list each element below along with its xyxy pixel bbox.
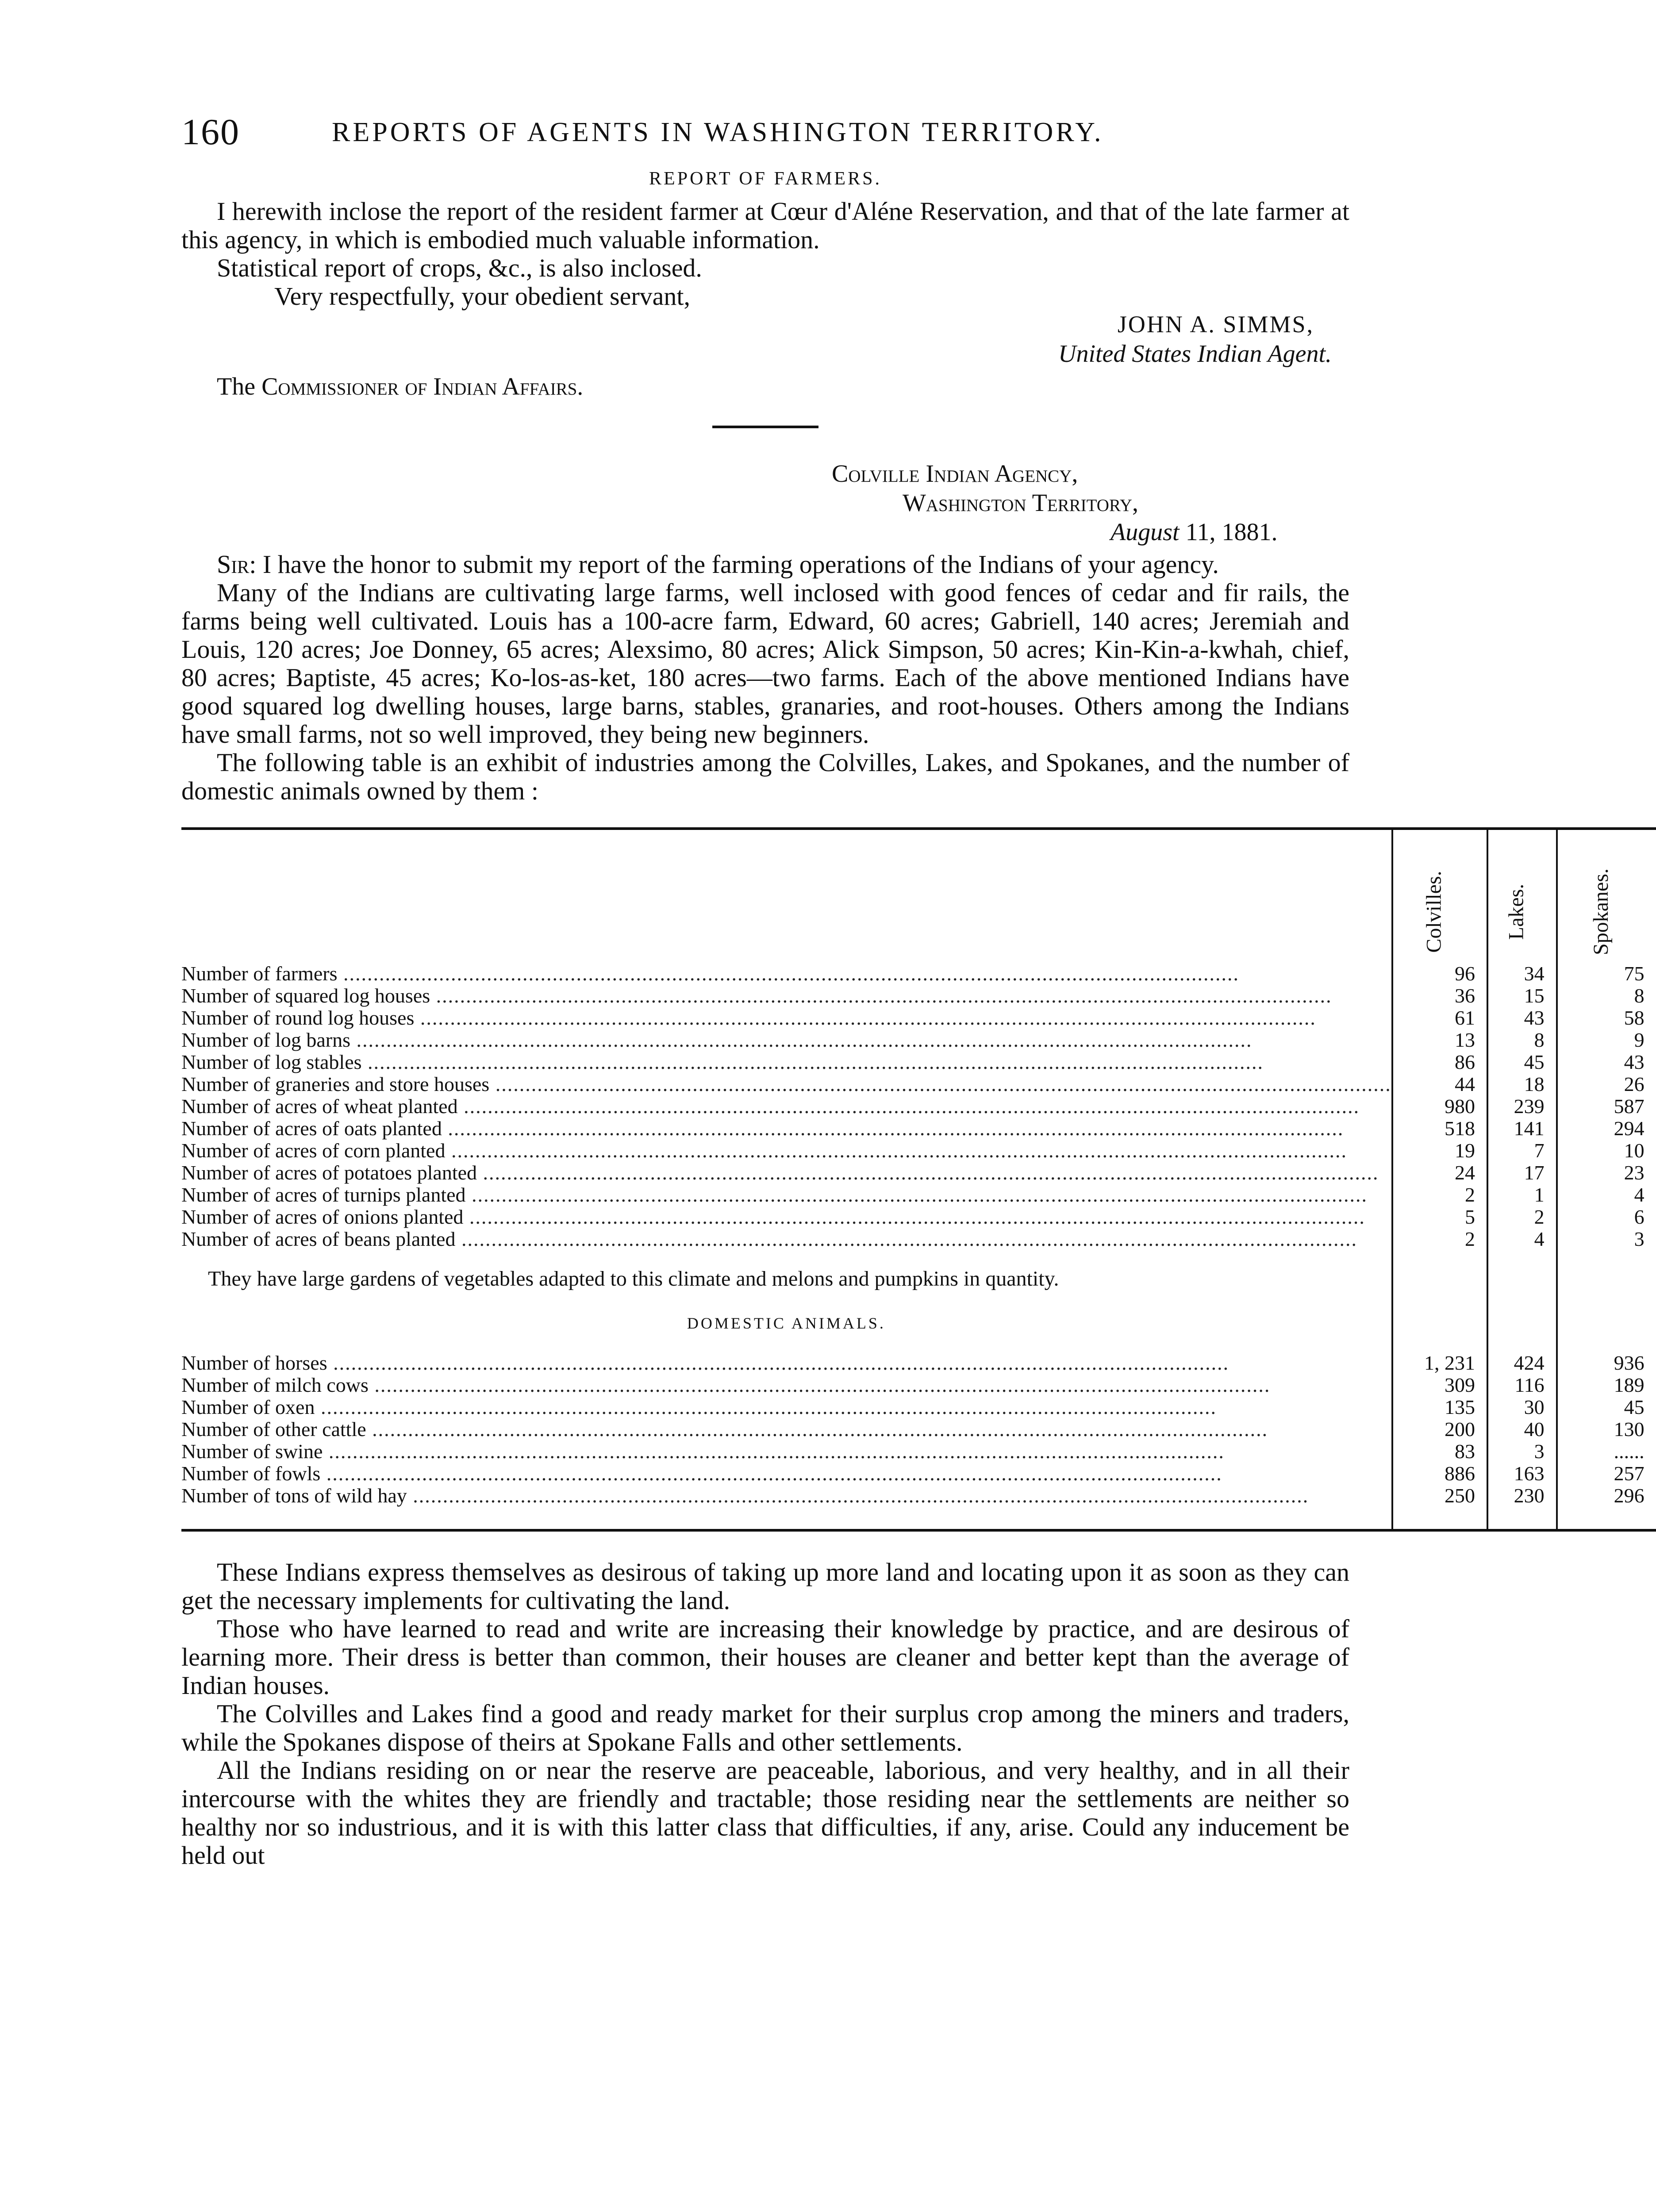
row-value: 200 xyxy=(1392,1418,1487,1440)
table-row: Number of acres of beans planted ...................................................................................................................................................... 2 4 3 xyxy=(181,1228,1656,1250)
row-label: Number of acres of oats planted xyxy=(181,1117,442,1140)
date-rest: 11, 1881. xyxy=(1179,518,1278,546)
page-header xyxy=(181,111,1349,159)
row-value: ...... xyxy=(1557,1440,1656,1463)
table-row: Number of horses ...................................................................................................................................................... 1, 231 424 936 xyxy=(181,1352,1656,1374)
row-label: Number of acres of onions planted xyxy=(181,1206,464,1228)
row-value: 34 xyxy=(1487,963,1557,985)
paragraph: Those who have learned to read and write are increasing their knowledge by practice, and are desirous of learning more. Their dress is better than common, their houses are cleaner and better kept than the average of Indian houses. xyxy=(181,1614,1349,1700)
address-line: Colville Indian Agency, xyxy=(832,460,1078,488)
row-value: 163 xyxy=(1487,1463,1557,1485)
row-value: 40 xyxy=(1487,1418,1557,1440)
row-value: 10 xyxy=(1557,1140,1656,1162)
row-value: 44 xyxy=(1392,1073,1487,1095)
row-value: 3 xyxy=(1487,1440,1557,1463)
table-row: Number of acres of onions planted ...................................................................................................................................................... 5 2 6 xyxy=(181,1206,1656,1228)
paragraph: The Colvilles and Lakes find a good and ready market for their surplus crop among the miners and traders, while the Spokanes dispose of theirs at Spokane Falls and other settlements. xyxy=(181,1699,1349,1756)
paragraph: Many of the Indians are cultivating large farms, well inclosed with good fences of cedar and fir rails, the farms being well cultivated. Louis has a 100-acre farm, Edward, 60 acres; Gabriell, 140 acres; Jeremiah and Louis, 120 acres; Joe Donney, 65 acres; Alexsimo, 80 acres; Alick Simpson, 50 acres; Kin-Kin-a-kwhah, chief, 80 acres; Baptiste, 45 acres; Ko-los-as-ket, 180 acres—two farms. Each of the above mentioned Indians have good squared log dwelling houses, large barns, stables, granaries, and root-houses. Others among the Indians have small farms, not so well improved, they being new beginners. xyxy=(181,578,1349,749)
salutation: Sir xyxy=(217,550,250,579)
addressee-prefix: The xyxy=(217,373,262,400)
row-value: 518 xyxy=(1392,1118,1487,1140)
row-label: Number of milch cows xyxy=(181,1374,369,1396)
row-value: 2 xyxy=(1392,1184,1487,1206)
salutation-text: : I have the honor to submit my report of the farming operations of the Indians of your agency. xyxy=(249,550,1219,579)
row-value: 6 xyxy=(1557,1206,1656,1228)
signature-name: JOHN A. SIMMS, xyxy=(1117,311,1314,338)
row-value: 5 xyxy=(1392,1206,1487,1228)
row-label: Number of farmers xyxy=(181,962,338,985)
row-value: 1, 231 xyxy=(1392,1352,1487,1374)
column-header: Lakes. xyxy=(1487,829,1557,963)
row-label: Number of acres of corn planted xyxy=(181,1139,446,1162)
paragraph: I herewith inclose the report of the resident farmer at Cœur d'Aléne Reservation, and that of the late farmer at this agency, in which is embodied much valuable information. xyxy=(181,197,1349,254)
row-value: 96 xyxy=(1392,963,1487,985)
row-value: 239 xyxy=(1487,1095,1557,1118)
document-page xyxy=(181,111,1644,1870)
row-value: 23 xyxy=(1557,1162,1656,1184)
row-value: 15 xyxy=(1487,985,1557,1007)
row-value: 424 xyxy=(1487,1352,1557,1374)
row-value: 309 xyxy=(1392,1374,1487,1396)
letter-date xyxy=(1110,518,1349,547)
table-note: They have large gardens of vegetables adapted to this climate and melons and pumpkins in quantity. xyxy=(208,1267,1059,1290)
row-value: 24 xyxy=(1392,1162,1487,1184)
address-line: Washington Territory, xyxy=(903,489,1138,517)
table-row: Number of round log houses ...................................................................................................................................................... 61 43 58 xyxy=(181,1007,1656,1029)
running-title: REPORTS OF AGENTS IN WASHINGTON TERRITORY. xyxy=(332,117,1104,147)
row-value: 1 xyxy=(1487,1184,1557,1206)
row-label: Number of oxen xyxy=(181,1396,315,1418)
row-value: 17 xyxy=(1487,1162,1557,1184)
table-note-row xyxy=(181,1250,1656,1299)
row-value: 8 xyxy=(1487,1029,1557,1051)
table-row: Number of log stables ...................................................................................................................................................... 86 45 43 xyxy=(181,1051,1656,1073)
animal-rows xyxy=(181,1352,1656,1507)
row-value: 8 xyxy=(1557,985,1656,1007)
row-label: Number of acres of potatoes planted xyxy=(181,1161,477,1184)
table-row: Number of tons of wild hay ...................................................................................................................................................... 250 230 296 xyxy=(181,1485,1656,1507)
table-row: Number of log barns ...................................................................................................................................................... 13 8 9 xyxy=(181,1029,1656,1051)
column-header: Colvilles. xyxy=(1392,829,1487,963)
table-row: Number of graneries and store houses ...................................................................................................................................................... 44 18 26 xyxy=(181,1073,1656,1095)
row-value: 4 xyxy=(1557,1184,1656,1206)
row-value: 45 xyxy=(1487,1051,1557,1073)
letter-address xyxy=(832,459,1349,547)
row-label: Number of acres of beans planted xyxy=(181,1228,456,1250)
row-value: 936 xyxy=(1557,1352,1656,1374)
row-value: 116 xyxy=(1487,1374,1557,1396)
paragraph: The following table is an exhibit of industries among the Colvilles, Lakes, and Spokanes, and the number of domestic animals owned by them : xyxy=(181,748,1349,805)
row-label: Number of swine xyxy=(181,1440,323,1463)
table-row: Number of acres of oats planted ...................................................................................................................................................... 518 141 294 xyxy=(181,1118,1656,1140)
row-value: 294 xyxy=(1557,1118,1656,1140)
signature-title: United States Indian Agent. xyxy=(1058,340,1332,368)
row-value: 250 xyxy=(1392,1485,1487,1507)
row-value: 230 xyxy=(1487,1485,1557,1507)
row-value: 2 xyxy=(1392,1228,1487,1250)
row-value: 2 xyxy=(1487,1206,1557,1228)
addressee-title: Commissioner of Indian Affairs. xyxy=(261,373,584,400)
row-value: 141 xyxy=(1487,1118,1557,1140)
row-value: 43 xyxy=(1487,1007,1557,1029)
row-value: 296 xyxy=(1557,1485,1656,1507)
table-row: Number of swine ...................................................................................................................................................... 83 3 ...... xyxy=(181,1440,1656,1463)
row-value: 13 xyxy=(1392,1029,1487,1051)
table-row: Number of acres of potatoes planted ...................................................................................................................................................... 24 17 23 xyxy=(181,1162,1656,1184)
row-value: 980 xyxy=(1392,1095,1487,1118)
paragraph: Statistical report of crops, &c., is also inclosed. xyxy=(217,253,702,282)
row-value: 45 xyxy=(1557,1396,1656,1418)
row-label: Number of squared log houses xyxy=(181,984,430,1007)
row-value: 886 xyxy=(1392,1463,1487,1485)
table-end-row xyxy=(181,1507,1656,1530)
row-value: 75 xyxy=(1557,963,1656,985)
paragraph: All the Indians residing on or near the reserve are peaceable, laborious, and very healthy, and in all their intercourse with the whites they are friendly and tractable; those residing near the settlements are neither so healthy nor so industrious, and it is with this latter class that difficulties, if any, arise. Could any inducement be held out xyxy=(181,1756,1349,1870)
table-row: Number of acres of turnips planted ...................................................................................................................................................... 2 1 4 xyxy=(181,1184,1656,1206)
row-value: 9 xyxy=(1557,1029,1656,1051)
row-value: 7 xyxy=(1487,1140,1557,1162)
table-row: Number of other cattle ...................................................................................................................................................... 200 40 130 xyxy=(181,1418,1656,1440)
row-value: 58 xyxy=(1557,1007,1656,1029)
addressee xyxy=(217,373,583,401)
closing-section xyxy=(181,1558,1349,1870)
closing-line: Very respectfully, your obedient servant, xyxy=(274,282,691,311)
row-label: Number of tons of wild hay xyxy=(181,1484,407,1507)
row-value: 43 xyxy=(1557,1051,1656,1073)
table-header-row xyxy=(181,829,1656,963)
table-row: Number of squared log houses ...................................................................................................................................................... 36 15 8 xyxy=(181,985,1656,1007)
row-label: Number of horses xyxy=(181,1352,327,1374)
row-value: 257 xyxy=(1557,1463,1656,1485)
table-row: Number of acres of wheat planted ...................................................................................................................................................... 980 239 587 xyxy=(181,1095,1656,1118)
column-header: Spokanes. xyxy=(1557,829,1656,963)
row-label: Number of log barns xyxy=(181,1029,350,1051)
paragraph: These Indians express themselves as desirous of taking up more land and locating upon it as soon as they can get the necessary implements for cultivating the land. xyxy=(181,1558,1349,1615)
row-value: 587 xyxy=(1557,1095,1656,1118)
row-label: Number of other cattle xyxy=(181,1418,366,1440)
crop-rows xyxy=(181,963,1656,1250)
row-value: 86 xyxy=(1392,1051,1487,1073)
statistics-table xyxy=(181,827,1656,1532)
table-row: Number of acres of corn planted ...................................................................................................................................................... 19 7 10 xyxy=(181,1140,1656,1162)
table-row: Number of farmers ...................................................................................................................................................... 96 34 75 xyxy=(181,963,1656,985)
row-value: 189 xyxy=(1557,1374,1656,1396)
row-value: 26 xyxy=(1557,1073,1656,1095)
table-row: Number of fowls ...................................................................................................................................................... 886 163 257 xyxy=(181,1463,1656,1485)
page-number: 160 xyxy=(181,111,240,153)
row-value: 130 xyxy=(1557,1418,1656,1440)
row-value: 4 xyxy=(1487,1228,1557,1250)
row-value: 30 xyxy=(1487,1396,1557,1418)
table-row: Number of oxen ...................................................................................................................................................... 135 30 45 xyxy=(181,1396,1656,1418)
row-label: Number of round log houses xyxy=(181,1006,415,1029)
row-value: 61 xyxy=(1392,1007,1487,1029)
row-value: 135 xyxy=(1392,1396,1487,1418)
row-value: 83 xyxy=(1392,1440,1487,1463)
table-row: Number of milch cows ...................................................................................................................................................... 309 116 189 xyxy=(181,1374,1656,1396)
row-value: 3 xyxy=(1557,1228,1656,1250)
date-month: August xyxy=(1110,518,1180,546)
row-value: 18 xyxy=(1487,1073,1557,1095)
row-label: Number of fowls xyxy=(181,1462,321,1485)
report-heading: REPORT OF FARMERS. xyxy=(649,169,882,189)
row-label: Number of acres of turnips planted xyxy=(181,1183,466,1206)
subhead-row xyxy=(181,1299,1656,1352)
row-value: 36 xyxy=(1392,985,1487,1007)
domestic-animals-heading: DOMESTIC ANIMALS. xyxy=(687,1314,886,1332)
row-label: Number of graneries and store houses xyxy=(181,1073,490,1095)
row-value: 19 xyxy=(1392,1140,1487,1162)
row-label: Number of log stables xyxy=(181,1051,362,1073)
row-label: Number of acres of wheat planted xyxy=(181,1095,458,1118)
signature-block xyxy=(181,311,1349,399)
paragraph xyxy=(181,550,1349,579)
section-divider xyxy=(712,426,818,428)
